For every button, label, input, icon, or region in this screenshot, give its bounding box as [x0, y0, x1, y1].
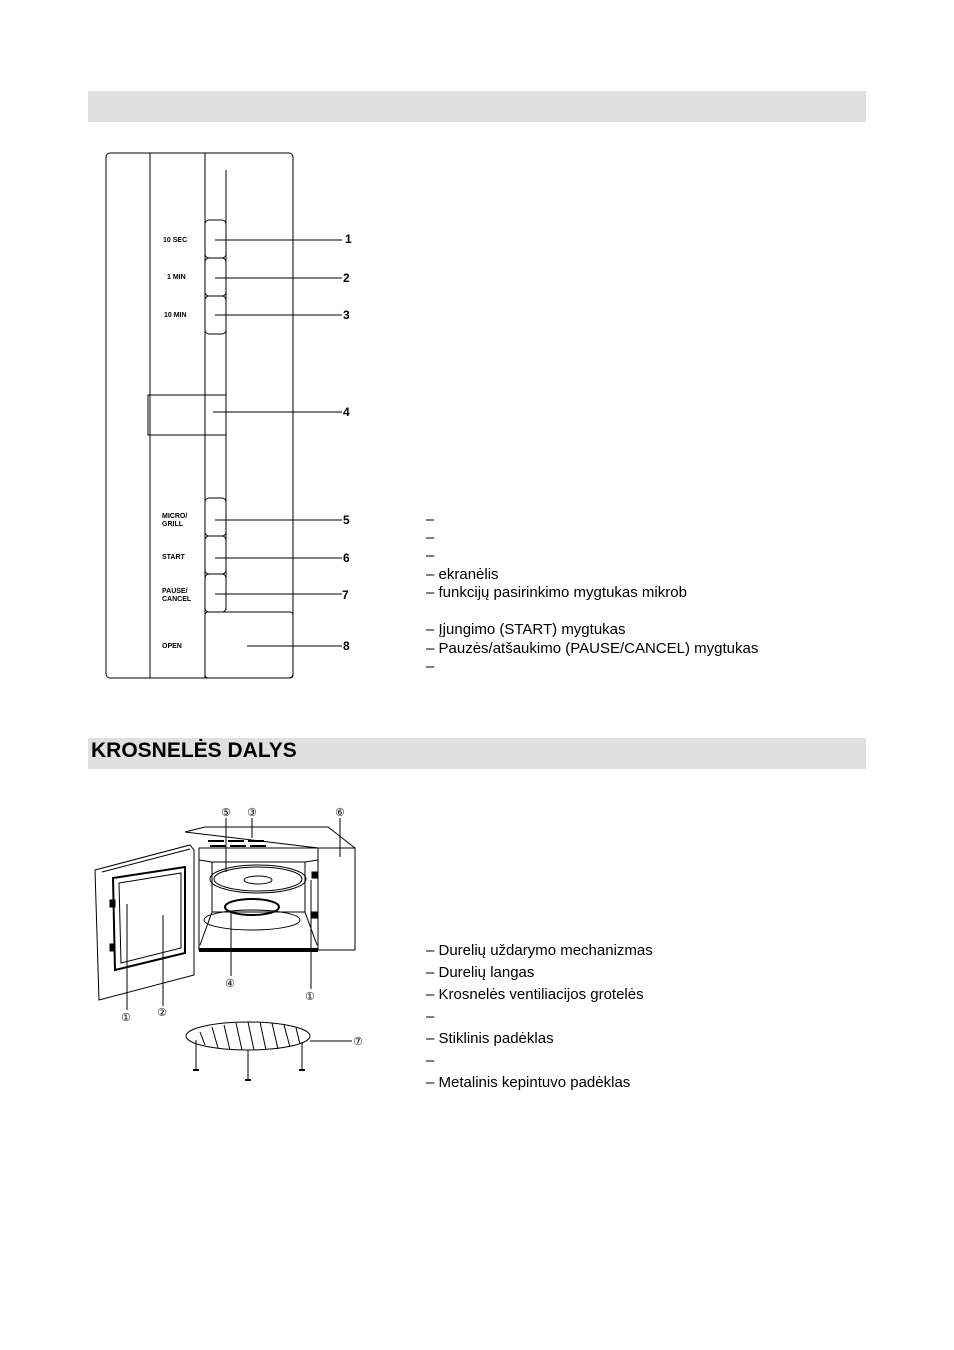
vent-grille	[208, 841, 266, 846]
legend-item: – funkcijų pasirinkimo mygtukas mikrob	[426, 584, 687, 601]
section-title: KROSNELĖS DALYS	[91, 739, 297, 762]
callout-4: ④	[225, 977, 235, 990]
legend-item: –	[426, 547, 435, 564]
callout-number: 3	[343, 308, 350, 322]
roller-ring	[225, 899, 279, 915]
door-latch	[110, 900, 115, 907]
door-interlock	[312, 912, 318, 918]
callout-3: ③	[247, 806, 257, 819]
rack-legs	[196, 1040, 302, 1080]
callout-number: 4	[343, 405, 350, 419]
door-interlock	[312, 872, 318, 878]
label-micro: MICRO/	[162, 513, 188, 520]
cavity-back	[200, 862, 212, 945]
label-1min: 1 MIN	[167, 274, 186, 281]
legend-item: – ekranėlis	[426, 566, 499, 583]
legend-item: – Pauzės/atšaukimo (PAUSE/CANCEL) mygtukas	[426, 640, 759, 657]
cavity-back	[199, 860, 318, 862]
callout-1: ①	[305, 990, 315, 1003]
legend-item: – Įjungimo (START) mygtukas	[426, 621, 626, 638]
callout-number: 8	[343, 639, 350, 653]
label-10min: 10 MIN	[164, 312, 187, 319]
label-open: OPEN	[162, 643, 182, 650]
tray-center	[244, 876, 272, 884]
legend-item: –	[426, 658, 435, 675]
callout-number: 5	[343, 513, 350, 527]
label-start: START	[162, 554, 185, 561]
metal-rack	[186, 1022, 310, 1050]
label-grill: GRILL	[162, 521, 183, 528]
callout-1: ①	[121, 1011, 131, 1024]
rack-wires	[200, 1022, 300, 1050]
legend-item: –	[426, 1008, 435, 1025]
glass-tray	[210, 865, 306, 893]
label-10sec: 10 SEC	[163, 237, 188, 244]
legend-item: –	[426, 1052, 435, 1069]
callout-2: ②	[157, 1006, 167, 1019]
glass-tray-rim	[214, 867, 302, 891]
label-pause: PAUSE/	[162, 588, 188, 595]
callout-number: 2	[343, 271, 350, 285]
legend-item: – Durelių langas	[426, 964, 535, 981]
rack-feet	[193, 1070, 305, 1080]
door-window-inner	[119, 873, 181, 963]
callout-5: ⑤	[221, 806, 231, 819]
legend-item: – Metalinis kepintuvo padėklas	[426, 1074, 631, 1091]
legend-item: – Stiklinis padėklas	[426, 1030, 554, 1047]
callout-7: ⑦	[353, 1035, 363, 1048]
callout-number: 6	[343, 551, 350, 565]
label-cancel: CANCEL	[162, 596, 192, 603]
legend-item: –	[426, 529, 435, 546]
legend-item: – Krosnelės ventiliacijos grotelės	[426, 986, 644, 1003]
legend-item: – Durelių uždarymo mechanizmas	[426, 942, 653, 959]
rotating-base	[204, 910, 300, 930]
callout-6: ⑥	[335, 806, 345, 819]
callout-number: 7	[342, 588, 349, 602]
door-latch	[110, 944, 115, 951]
callout-number: 1	[345, 232, 352, 246]
legend-item: –	[426, 511, 435, 528]
